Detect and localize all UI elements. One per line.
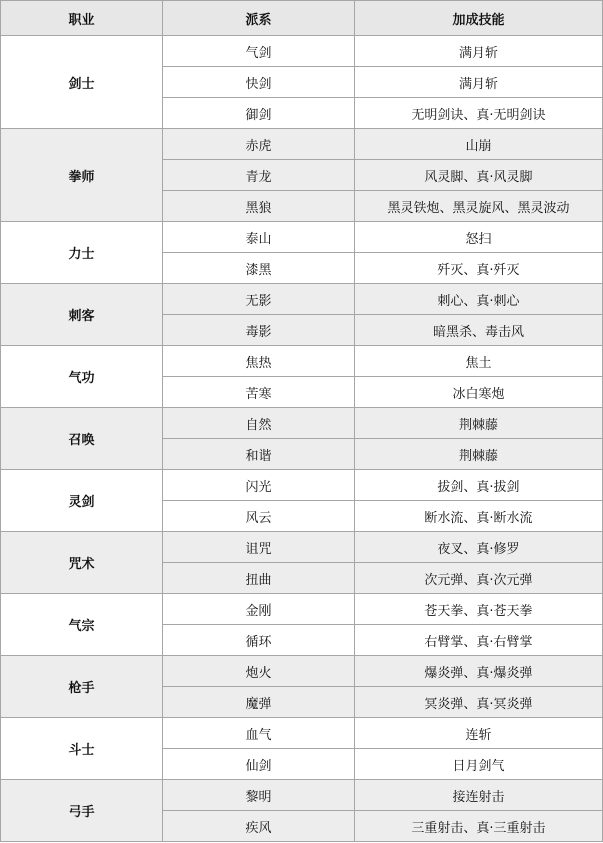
bonus-skill-cell: 断水流、真·断水流 [355,501,603,532]
faction-cell: 仙剑 [163,749,355,780]
table-row [1,346,603,377]
table-row [1,594,603,625]
bonus-skill-cell: 风灵脚、真·风灵脚 [355,160,603,191]
class-cell: 斗士 [1,718,163,780]
faction-cell: 快剑 [163,67,355,98]
faction-cell: 炮火 [163,656,355,687]
faction-cell: 自然 [163,408,355,439]
class-cell: 力士 [1,222,163,284]
table-row [1,532,603,563]
bonus-skill-cell: 怒扫 [355,222,603,253]
faction-cell: 疾风 [163,811,355,842]
faction-cell: 扭曲 [163,563,355,594]
table-row [1,129,603,160]
bonus-skill-cell: 次元弹、真·次元弹 [355,563,603,594]
faction-cell: 气剑 [163,36,355,67]
table-row [1,470,603,501]
table-body [1,36,603,842]
bonus-skill-cell: 满月斩 [355,36,603,67]
bonus-skill-cell: 冥炎弹、真·冥炎弹 [355,687,603,718]
bonus-skill-cell: 荆棘藤 [355,439,603,470]
bonus-skill-cell: 夜叉、真·修罗 [355,532,603,563]
table-row [1,718,603,749]
class-cell: 枪手 [1,656,163,718]
bonus-skill-cell: 焦土 [355,346,603,377]
bonus-skill-cell: 满月斩 [355,67,603,98]
bonus-skill-cell: 拔剑、真·拔剑 [355,470,603,501]
class-cell: 气宗 [1,594,163,656]
class-cell: 咒术 [1,532,163,594]
table-row [1,780,603,811]
class-cell: 气功 [1,346,163,408]
faction-cell: 毒影 [163,315,355,346]
bonus-skill-cell: 苍天拳、真·苍天拳 [355,594,603,625]
faction-cell: 和谐 [163,439,355,470]
faction-cell: 魔弹 [163,687,355,718]
table-row [1,36,603,67]
bonus-skill-cell: 冰白寒炮 [355,377,603,408]
class-cell: 灵剑 [1,470,163,532]
faction-cell: 赤虎 [163,129,355,160]
bonus-skill-cell: 无明剑诀、真·无明剑诀 [355,98,603,129]
class-cell: 召唤 [1,408,163,470]
faction-cell: 青龙 [163,160,355,191]
faction-cell: 风云 [163,501,355,532]
faction-cell: 黎明 [163,780,355,811]
faction-cell: 御剑 [163,98,355,129]
class-cell: 剑士 [1,36,163,129]
faction-cell: 漆黑 [163,253,355,284]
faction-cell: 泰山 [163,222,355,253]
header-row [1,1,603,36]
bonus-skill-cell: 歼灭、真·歼灭 [355,253,603,284]
bonus-skill-cell: 三重射击、真·三重射击 [355,811,603,842]
class-cell: 刺客 [1,284,163,346]
faction-cell: 无影 [163,284,355,315]
bonus-skill-cell: 日月剑气 [355,749,603,780]
bonus-skill-cell: 右臂掌、真·右臂掌 [355,625,603,656]
class-cell: 拳师 [1,129,163,222]
faction-cell: 苦寒 [163,377,355,408]
header-class: 职业 [1,1,163,36]
bonus-skill-cell: 荆棘藤 [355,408,603,439]
faction-cell: 金刚 [163,594,355,625]
bonus-skill-cell: 爆炎弹、真·爆炎弹 [355,656,603,687]
bonus-skill-cell: 连斩 [355,718,603,749]
table-row [1,656,603,687]
faction-cell: 诅咒 [163,532,355,563]
bonus-skill-cell: 接连射击 [355,780,603,811]
table-row [1,284,603,315]
header-bonus-skill: 加成技能 [355,1,603,36]
class-cell: 弓手 [1,780,163,842]
bonus-skill-cell: 黑灵铁炮、黑灵旋风、黑灵波动 [355,191,603,222]
faction-cell: 血气 [163,718,355,749]
faction-cell: 闪光 [163,470,355,501]
header-faction: 派系 [163,1,355,36]
bonus-skill-cell: 暗黑杀、毒击风 [355,315,603,346]
bonus-skill-cell: 山崩 [355,129,603,160]
faction-cell: 循环 [163,625,355,656]
table-row [1,222,603,253]
bonus-skill-cell: 刺心、真·刺心 [355,284,603,315]
faction-cell: 焦热 [163,346,355,377]
faction-cell: 黑狼 [163,191,355,222]
table-row [1,408,603,439]
